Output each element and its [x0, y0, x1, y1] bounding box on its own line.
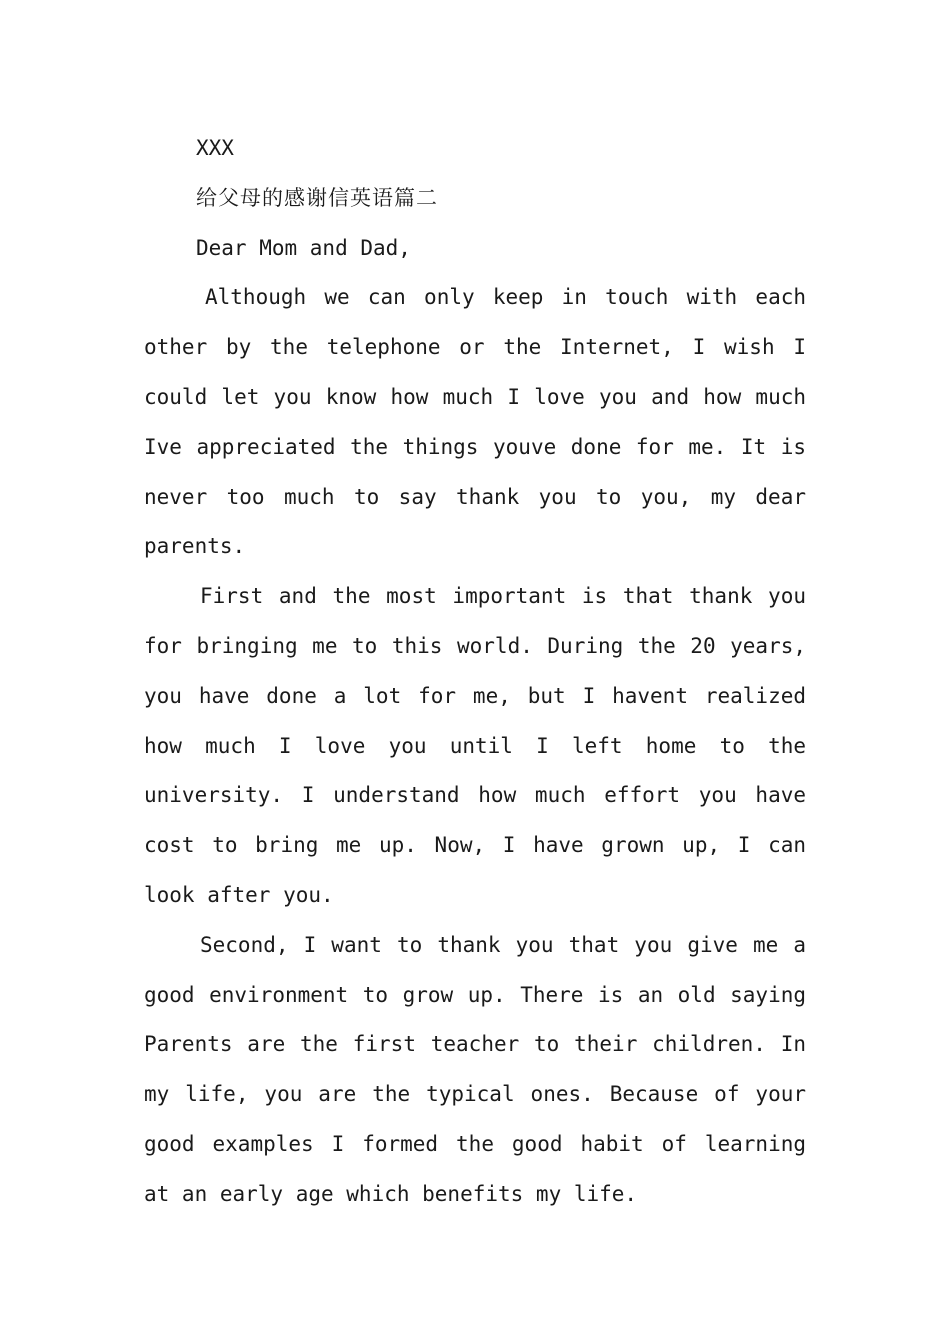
signature: XXX	[196, 136, 234, 160]
paragraph-1-line-6: parents.	[144, 534, 246, 559]
paragraph-2-line-4: how much I love you until I left home to the	[144, 733, 806, 758]
paragraph-1-line-5: never too much to say thank you to you, my dear	[144, 484, 806, 509]
paragraph-2-line-3: you have done a lot for me, but I havent realized	[144, 683, 806, 708]
paragraph-2-line-2: for bringing me to this world. During the 20 years,	[144, 633, 806, 658]
letter-heading: 给父母的感谢信英语篇二	[196, 185, 438, 210]
salutation: Dear Mom and Dad,	[196, 235, 411, 260]
paragraph-1-line-4: Ive appreciated the things youve done for me. It is	[144, 434, 806, 459]
paragraph-3-line-1: Second, I want to thank you that you give me a	[200, 932, 806, 957]
paragraph-3-line-3: Parents are the first teacher to their children. In	[144, 1032, 806, 1057]
paragraph-2-line-5: university. I understand how much effort you have	[144, 783, 806, 808]
paragraph-2-line-7: look after you.	[144, 882, 334, 907]
paragraph-1-line-2: other by the telephone or the Internet, I wish I	[144, 335, 806, 360]
paragraph-3-line-5: good examples I formed the good habit of learning	[144, 1131, 806, 1156]
paragraph-1-line-1: Although we can only keep in touch with each	[205, 285, 806, 310]
paragraph-3-line-2: good environment to grow up. There is an old saying	[144, 982, 806, 1007]
paragraph-3-line-4: my life, you are the typical ones. Because of your	[144, 1082, 806, 1107]
paragraph-2-line-6: cost to bring me up. Now, I have grown up, I can	[144, 833, 806, 858]
paragraph-1-line-3: could let you know how much I love you and how much	[144, 384, 806, 409]
paragraph-3-line-6: at an early age which benefits my life.	[144, 1181, 638, 1206]
paragraph-2-line-1: First and the most important is that thank you	[200, 584, 806, 609]
letter-body	[144, 124, 806, 1220]
